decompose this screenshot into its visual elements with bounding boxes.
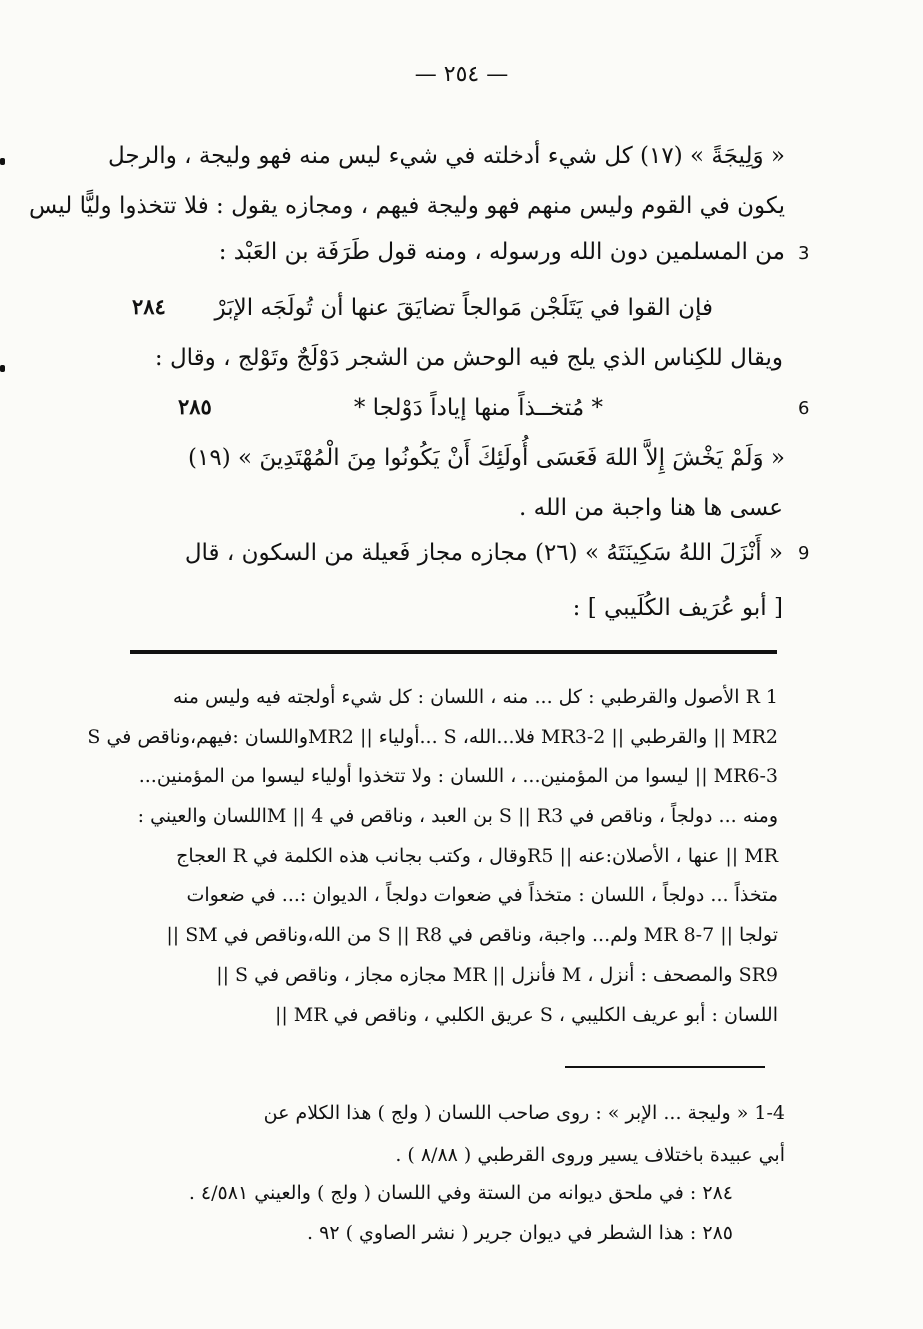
note-line: 1-4 « وليجة ... الإبر » : روى صاحب اللسان ( ولج ) هذا الكلام عن [263, 1102, 785, 1124]
margin-mark [0, 365, 5, 372]
note-line: ٢٨٤ : في ملحق ديوانه من الستة وفي اللسان ( ولج ) والعيني ٤/٥٨١ . [188, 1182, 733, 1204]
apparatus-line: ومنه ... دولجاً ، وناقص في S || R3 بن العبد ، وناقص في M || 4اللسان والعيني : [137, 805, 778, 827]
poem-line-2: * مُتخــذاً منها إياداً دَوْلجا * [353, 395, 603, 421]
apparatus-line: MR2 || والقرطبي || MR3-2 فلا...الله، S ...أولياء || MR2واللسان :فيهم،وناقص في S [87, 726, 778, 748]
line-number-9: 9 [798, 543, 810, 564]
apparatus-line: MR6-3 || ليسوا من المؤمنين... ، اللسان : ولا تتخذوا أولياء ليسوا من المؤمنين... [138, 765, 778, 787]
margin-mark [0, 158, 5, 165]
apparatus-line: اللسان : أبو عريف الكليبي ، S عريق الكلبي ، وناقص في MR || [274, 1004, 778, 1026]
quran-line-2: « أَنْزَلَ اللهُ سَكِينَتَهُ » (٢٦) مجازه مجاز فَعيلة من السكون ، قال [184, 540, 783, 566]
text-line-3: من المسلمين دون الله ورسوله ، ومنه قول طَرَفَة بن العَبْد : [218, 239, 785, 265]
apparatus-line: SR9 والمصحف : أنزل ، M فأنزل || MR مجازه مجاز ، وناقص في S || [216, 964, 778, 986]
apparatus-line: MR || عنها ، الأصلان:عنه || R5وقال ، وكتب بجانب هذه الكلمة في R العجاج [176, 845, 778, 867]
verse-number-284: ٢٨٤ [132, 294, 166, 319]
text-line-8: عسى ها هنا واجبة من الله . [519, 495, 783, 521]
page-number: — ٢٥٤ — [414, 62, 509, 87]
quran-line-1: « وَلَمْ يَخْشَ إِلاَّ اللهَ فَعَسَى أُولَئِكَ أَنْ يَكُونُوا مِنَ الْمُهْتَدِينَ » (١٩) [188, 445, 785, 471]
apparatus-line: تولجا || MR 8-7 ولم... واجبة، وناقص في S || R8 من الله،وناقص في SM || [166, 924, 778, 946]
poem-line-1: فإن القوا في يَتَلَجْن مَوالجاً تضايَقَ عنها أن تُولَجَه الإبَرْ [214, 295, 713, 321]
line-number-6: 6 [798, 398, 810, 419]
apparatus-line: R 1 الأصول والقرطبي : كل ... منه ، اللسان : كل شيء أولجته فيه وليس منه [172, 686, 778, 708]
note-line: أبي عبيدة باختلاف يسير وروى القرطبي ( ٨/٨٨ ) . [395, 1144, 785, 1166]
note-line: ٢٨٥ : هذا الشطر في ديوان جرير ( نشر الصاوي ) ٩٢ . [307, 1222, 733, 1244]
text-line-5: ويقال للكِناس الذي يلج فيه الوحش من الشجر دَوْلَجٌ وتَوْلج ، وقال : [154, 345, 783, 371]
separator-rule [130, 650, 777, 654]
text-line-2: يكون في القوم وليس منهم فهو وليجة فيهم ، ومجازه يقول : فلا تتخذوا وليًّا ليس [28, 193, 785, 219]
line-number-3: 3 [798, 243, 810, 264]
apparatus-line: متخذاً ... دولجاً ، اللسان : متخذاً في ضعوات دولجاً ، الديوان :... في ضعوات [186, 884, 778, 906]
text-line-1: « وَلِيجَةً » (١٧) كل شيء أدخلته في شيء ليس منه فهو وليجة ، والرجل [107, 143, 785, 169]
text-line-10: [ أبو عُرَيف الكُلَيبي ] : [572, 595, 783, 621]
verse-number-285: ٢٨٥ [178, 394, 212, 419]
notes-separator [565, 1066, 765, 1068]
